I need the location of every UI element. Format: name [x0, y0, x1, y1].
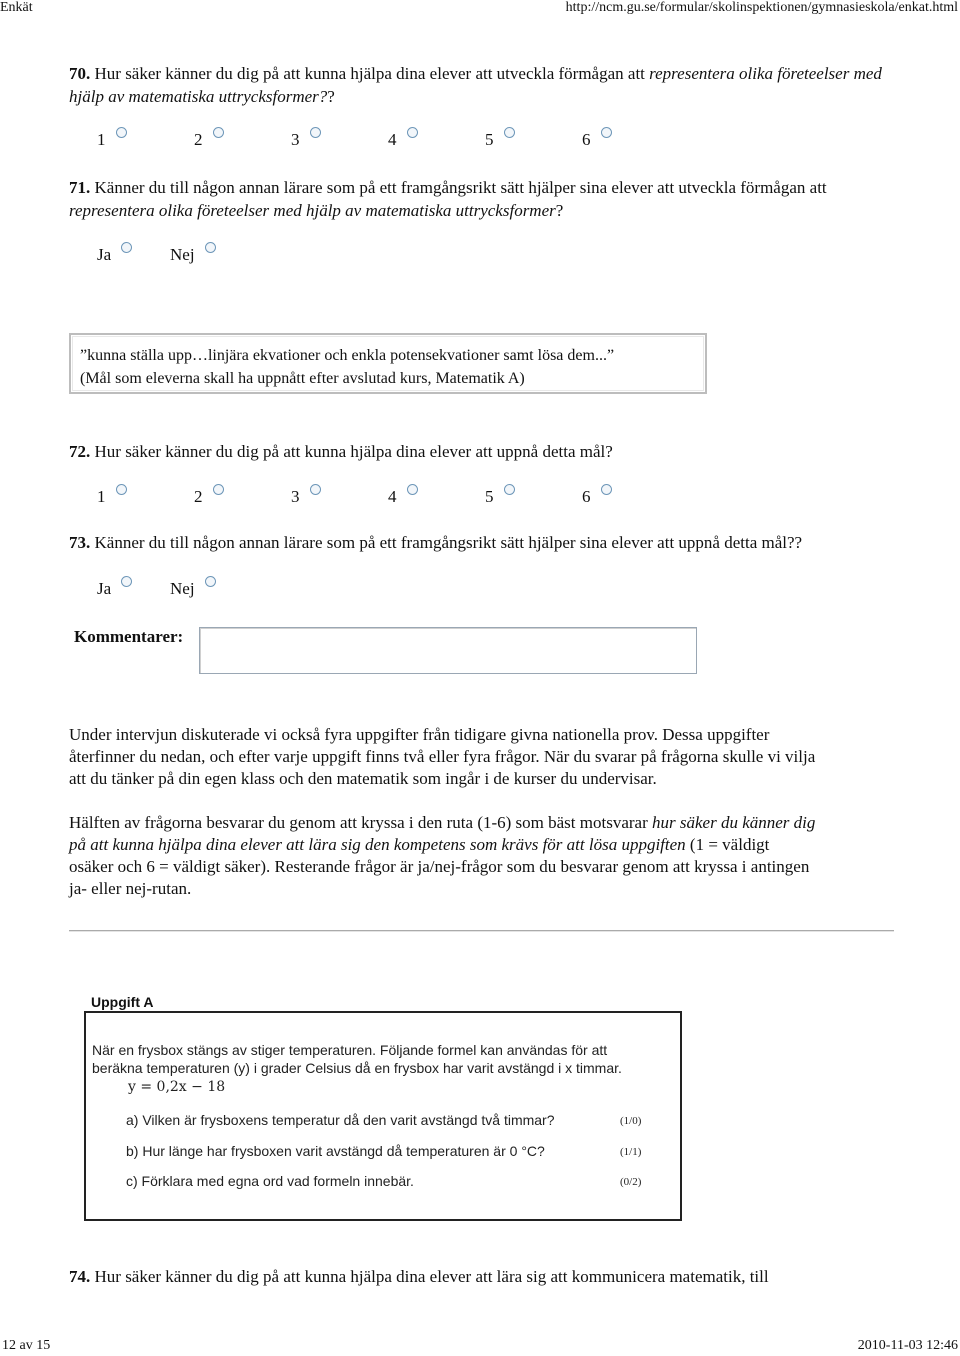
text-line: återfinner du nedan, och efter varje uppgift finns två eller fyra frågor. När du svarar på frågorna skulle vi vilja — [69, 747, 816, 766]
radio-icon[interactable] — [116, 127, 127, 138]
q73-option-nej[interactable]: Nej — [170, 579, 230, 599]
text-line — [69, 812, 899, 834]
text-line: att du tänker på din egen klass och den matematik som ingår i de kurser du undervisar. — [69, 769, 657, 788]
q72-option-6[interactable]: 6 — [582, 487, 622, 507]
q73-yes-no — [97, 577, 230, 601]
q70-option-5[interactable]: 5 — [485, 130, 582, 150]
text-run: Hälften av frågorna besvarar du genom att kryssa i den ruta (1-6) som bäst motsvarar — [69, 813, 648, 832]
question-text-italic: representera olika företeelser med hjälp av matematiska uttrycksformer? — [69, 64, 882, 106]
q71-option-ja[interactable]: Ja — [97, 245, 170, 265]
text-run: (1 = väldigt — [685, 835, 770, 854]
task-item-a: a) Vilken är frysboxens temperatur då den varit avstängd två timmar? — [126, 1112, 555, 1128]
radio-icon[interactable] — [407, 127, 418, 138]
q72-option-1[interactable]: 1 — [97, 487, 194, 507]
goal-quote-box — [69, 333, 707, 394]
question-text: Hur säker känner du dig på att kunna hjälpa dina elever att uppnå detta mål? — [94, 442, 613, 461]
question-71 — [69, 176, 899, 222]
q71-yes-no — [97, 243, 230, 267]
goal-quote-line: ”kunna ställa upp…linjära ekvationer och enkla potensekvationer samt lösa dem...” — [80, 347, 615, 364]
question-text-end: ? — [327, 87, 335, 106]
q72-option-5[interactable]: 5 — [485, 487, 582, 507]
q72-option-2[interactable]: 2 — [194, 487, 291, 507]
print-header-url: http://ncm.gu.se/formular/skolinspektionen/gymnasieskola/enkat.html — [565, 0, 958, 15]
radio-icon[interactable] — [213, 484, 224, 495]
text-line — [69, 834, 899, 856]
text-run-italic: på att kunna hjälpa dina elever att lära sig den kompetens som krävs för att lösa uppgiften — [69, 835, 686, 854]
question-text-end: ? — [555, 201, 564, 220]
question-text-italic: representera olika företeelser med hjälp av matematiska uttrycksformer — [69, 201, 556, 220]
radio-icon[interactable] — [121, 242, 132, 253]
radio-icon[interactable] — [310, 127, 321, 138]
question-number: 74. — [69, 1267, 91, 1286]
question-number: 70. — [69, 64, 91, 83]
print-header-title: Enkät — [0, 0, 33, 15]
radio-icon[interactable] — [504, 127, 515, 138]
text-line: ja- eller nej-rutan. — [69, 879, 192, 898]
task-formula: y = 0,2x − 18 — [128, 1079, 226, 1095]
task-item-a-points: (1/0) — [620, 1115, 642, 1127]
q70-option-3[interactable]: 3 — [291, 130, 388, 150]
print-footer-page: 12 av 15 — [2, 1338, 51, 1353]
question-text: Känner du till någon annan lärare som på ett framgångsrikt sätt hjälper sina elever att uppnå detta mål?? — [94, 533, 803, 552]
q72-scale — [97, 485, 622, 509]
q70-option-6[interactable]: 6 — [582, 130, 622, 150]
question-70 — [69, 62, 899, 108]
task-text-line: När en frysbox stängs av stiger temperaturen. Följande formel kan användas för att — [92, 1042, 608, 1058]
task-item-c-points: (0/2) — [620, 1176, 642, 1188]
q71-option-nej[interactable]: Nej — [170, 245, 230, 265]
q70-option-1[interactable]: 1 — [97, 130, 194, 150]
task-text-line: beräkna temperaturen (y) i grader Celsius då en frysbox har varit avstängd i x timmar. — [92, 1060, 622, 1076]
question-number: 72. — [69, 442, 91, 461]
task-item-c: c) Förklara med egna ord vad formeln innebär. — [126, 1173, 414, 1189]
radio-icon[interactable] — [205, 576, 216, 587]
comments-label: Kommentarer: — [74, 627, 184, 646]
question-number: 71. — [69, 178, 91, 197]
question-73 — [69, 531, 899, 554]
text-run-italic: hur säker du känner dig — [652, 813, 816, 832]
question-text: Känner du till någon annan lärare som på ett framgångsrikt sätt hjälper sina elever att utveckla förmågan att — [94, 178, 827, 197]
q72-option-4[interactable]: 4 — [388, 487, 485, 507]
radio-icon[interactable] — [121, 576, 132, 587]
q70-option-4[interactable]: 4 — [388, 130, 485, 150]
question-text: Hur säker känner du dig på att kunna hjälpa dina elever att lära sig att kommunicera matematik, till — [94, 1267, 769, 1286]
task-item-b: b) Hur länge har frysboxen varit avstängd då temperaturen är 0 °C? — [126, 1143, 545, 1159]
radio-icon[interactable] — [504, 484, 515, 495]
text-line: osäker och 6 = väldigt säker). Resterande frågor är ja/nej-frågor som du besvarar genom att kryssa i antingen — [69, 857, 810, 876]
task-title: Uppgift A — [91, 994, 154, 1010]
task-item-b-points: (1/1) — [620, 1146, 642, 1158]
intro-paragraph-1 — [69, 724, 899, 790]
radio-icon[interactable] — [601, 484, 612, 495]
radio-icon[interactable] — [205, 242, 216, 253]
q70-option-2[interactable]: 2 — [194, 130, 291, 150]
question-text: Hur säker känner du dig på att kunna hjälpa dina elever att utveckla förmågan att — [94, 64, 645, 83]
radio-icon[interactable] — [213, 127, 224, 138]
question-74 — [69, 1265, 899, 1288]
section-divider — [69, 930, 894, 932]
radio-icon[interactable] — [407, 484, 418, 495]
goal-quote — [80, 344, 614, 390]
radio-icon[interactable] — [310, 484, 321, 495]
q70-scale — [97, 128, 622, 152]
question-72 — [69, 440, 899, 463]
comments-textarea[interactable] — [199, 627, 697, 674]
task-box — [84, 1011, 682, 1221]
radio-icon[interactable] — [116, 484, 127, 495]
text-line: Under intervjun diskuterade vi också fyra uppgifter från tidigare givna nationella prov. Dessa uppgifter — [69, 725, 770, 744]
intro-paragraph-2 — [69, 812, 899, 900]
q73-option-ja[interactable]: Ja — [97, 579, 170, 599]
q72-option-3[interactable]: 3 — [291, 487, 388, 507]
print-footer-datetime: 2010-11-03 12:46 — [857, 1338, 958, 1353]
question-number: 73. — [69, 533, 91, 552]
radio-icon[interactable] — [601, 127, 612, 138]
goal-source-line: (Mål som eleverna skall ha uppnått efter avslutad kurs, Matematik A) — [80, 370, 525, 387]
